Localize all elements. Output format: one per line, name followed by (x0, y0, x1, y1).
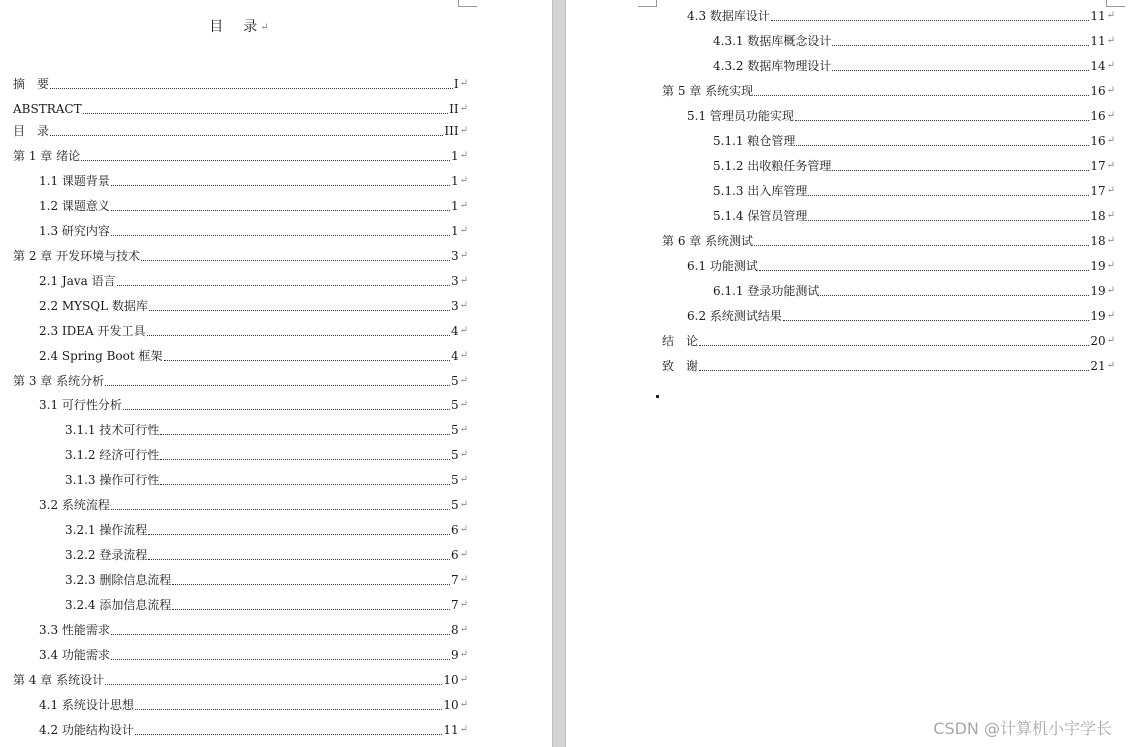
toc-entry-text: 3.2.3 删除信息流程 (65, 573, 172, 587)
toc-entry[interactable] (13, 373, 468, 389)
toc-entry[interactable] (687, 108, 1115, 124)
toc-entry-text: 3.2 系统流程 (39, 498, 110, 512)
paragraph-mark-icon: ↵ (459, 649, 468, 660)
toc-entry-page: 20 (1090, 334, 1106, 348)
toc-entry-text: 4.3 数据库设计 (687, 9, 770, 23)
toc-entry-page: 17 (1090, 159, 1106, 173)
dot-leader (795, 120, 1089, 121)
toc-entry-text: 5.1.1 粮仓管理 (713, 134, 796, 148)
paragraph-mark-icon: ↵ (459, 399, 468, 410)
paragraph-mark-icon: ↵ (459, 250, 468, 261)
toc-entry-page: 1 (450, 224, 459, 238)
toc-entry[interactable] (39, 223, 468, 239)
toc-entry[interactable] (13, 101, 468, 117)
toc-entry[interactable] (39, 622, 468, 638)
toc-entry[interactable] (39, 323, 468, 339)
toc-entry[interactable] (713, 58, 1115, 74)
dot-leader (754, 245, 1089, 246)
paragraph-mark-icon: ↵ (1106, 260, 1115, 271)
toc-entry[interactable] (687, 308, 1115, 324)
dot-leader (699, 370, 1089, 371)
toc-entry-page: 5 (450, 498, 459, 512)
dot-leader (771, 20, 1089, 21)
dot-leader (699, 345, 1089, 346)
dot-leader (81, 160, 450, 161)
paragraph-mark-icon: ↵ (1106, 10, 1115, 21)
dot-leader (160, 484, 450, 485)
toc-entry[interactable] (713, 183, 1115, 199)
toc-entry-page: 10 (443, 698, 459, 712)
dot-leader (149, 310, 450, 311)
toc-entry[interactable] (65, 547, 468, 563)
toc-entry[interactable] (39, 173, 468, 189)
page-edge (552, 0, 553, 747)
toc-entry-page: 4 (450, 324, 459, 338)
toc-entry-text: 5.1.3 出入库管理 (713, 184, 808, 198)
toc-entry[interactable] (39, 298, 468, 314)
toc-entry-text: 第 2 章 开发环境与技术 (13, 249, 141, 263)
toc-entry-page: 11 (443, 723, 459, 737)
toc-entry-text: 3.2.2 登录流程 (65, 548, 148, 562)
dot-leader (160, 459, 450, 460)
toc-entry[interactable] (662, 358, 1115, 374)
toc-entry-text: 第 3 章 系统分析 (13, 374, 105, 388)
dot-leader (148, 559, 450, 560)
dot-leader (832, 70, 1089, 71)
toc-entry-page: 8 (450, 623, 459, 637)
toc-entry-page: 11 (1090, 34, 1106, 48)
toc-entry-text: 2.4 Spring Boot 框架 (39, 349, 163, 363)
toc-entry-text: 6.1 功能测试 (687, 259, 758, 273)
paragraph-mark-icon: ↵ (459, 78, 468, 89)
toc-entry-text: 3.2.1 操作流程 (65, 523, 148, 537)
paragraph-mark-icon: ↵ (1106, 135, 1115, 146)
document-page-right (566, 0, 1128, 747)
toc-entry-text: 6.2 系统测试结果 (687, 309, 782, 323)
toc-entry-text: 摘 要 (13, 77, 50, 91)
toc-entry-text: 第 4 章 系统设计 (13, 673, 105, 687)
dot-leader (820, 295, 1089, 296)
dot-leader (105, 385, 450, 386)
toc-entry-page: 6 (450, 548, 459, 562)
dot-leader (172, 584, 450, 585)
paragraph-mark-icon: ↵ (459, 103, 468, 114)
paragraph-mark-icon: ↵ (459, 325, 468, 336)
toc-entry-text: 致 谢 (662, 359, 699, 373)
toc-entry-page: III (444, 124, 459, 138)
paragraph-mark-icon: ↵ (1106, 360, 1115, 371)
paragraph-mark-icon: ↵ (1106, 210, 1115, 221)
toc-entry-text: 3.1.2 经济可行性 (65, 448, 160, 462)
toc-entry-text: 第 1 章 绪论 (13, 149, 81, 163)
paragraph-mark-icon: ↵ (459, 449, 468, 460)
dot-leader (759, 270, 1089, 271)
dot-leader (50, 135, 443, 136)
toc-title (0, 16, 480, 36)
toc-entry[interactable] (39, 273, 468, 289)
paragraph-mark-icon: ↵ (459, 599, 468, 610)
watermark: CSDN @计算机小宇学长 (933, 719, 1112, 738)
toc-entry-page: 16 (1090, 84, 1106, 98)
dot-leader (160, 434, 450, 435)
toc-entry-text: 第 5 章 系统实现 (662, 84, 754, 98)
toc-entry[interactable] (687, 258, 1115, 274)
toc-entry-page: 11 (1090, 9, 1106, 23)
toc-entry-page: 21 (1090, 359, 1106, 373)
toc-entry-text: 结 论 (662, 334, 699, 348)
dot-leader (783, 320, 1089, 321)
toc-entry-page: 1 (450, 199, 459, 213)
toc-entry-text: 4.2 功能结构设计 (39, 723, 134, 737)
toc-entry-text: 5.1.4 保管员管理 (713, 209, 808, 223)
toc-entry-text: 3.1.1 技术可行性 (65, 423, 160, 437)
toc-entry[interactable] (713, 133, 1115, 149)
toc-entry-page: 5 (450, 473, 459, 487)
toc-entry-text: 1.2 课题意义 (39, 199, 110, 213)
paragraph-mark-icon: ↵ (260, 22, 271, 33)
toc-entry[interactable] (65, 522, 468, 538)
toc-entry[interactable] (39, 198, 468, 214)
toc-entry[interactable] (713, 158, 1115, 174)
toc-entry-text: 3.3 性能需求 (39, 623, 110, 637)
paragraph-mark-icon: ↵ (1106, 185, 1115, 196)
paragraph-mark-icon: ↵ (459, 474, 468, 485)
toc-entry-page: 5 (450, 448, 459, 462)
dot-leader (111, 634, 450, 635)
toc-entry[interactable] (65, 572, 468, 588)
toc-entry-page: 9 (450, 648, 459, 662)
toc-entry-page: 18 (1090, 234, 1106, 248)
toc-entry-text: 4.3.1 数据库概念设计 (713, 34, 832, 48)
page-gutter (552, 0, 566, 747)
toc-entry[interactable] (662, 233, 1115, 249)
toc-entry[interactable] (13, 672, 468, 688)
dot-leader (135, 734, 442, 735)
document-page-left (0, 0, 552, 747)
dot-leader (135, 709, 442, 710)
toc-entry-text: 3.1 可行性分析 (39, 398, 122, 412)
toc-entry-text: 第 6 章 系统测试 (662, 234, 754, 248)
list-bullet (656, 395, 659, 398)
paragraph-mark-icon: ↵ (459, 499, 468, 510)
dot-leader (148, 534, 450, 535)
toc-entry[interactable] (687, 8, 1115, 24)
dot-leader (754, 95, 1089, 96)
paragraph-mark-icon: ↵ (459, 524, 468, 535)
paragraph-mark-icon: ↵ (459, 125, 468, 136)
dot-leader (832, 45, 1089, 46)
paragraph-mark-icon: ↵ (459, 574, 468, 585)
toc-entry[interactable] (39, 497, 468, 513)
dot-leader (164, 360, 450, 361)
toc-entry[interactable] (13, 123, 468, 139)
toc-entry[interactable] (65, 422, 468, 438)
paragraph-mark-icon: ↵ (459, 424, 468, 435)
toc-title-part2: 录 (243, 19, 260, 35)
paragraph-mark-icon: ↵ (459, 350, 468, 361)
paragraph-mark-icon: ↵ (1106, 35, 1115, 46)
paragraph-mark-icon: ↵ (459, 699, 468, 710)
toc-entry-text: 目 录 (13, 124, 50, 138)
toc-entry-page: 19 (1090, 284, 1106, 298)
toc-entry-page: 19 (1090, 259, 1106, 273)
dot-leader (111, 210, 450, 211)
toc-title-part1: 目 (209, 19, 226, 35)
paragraph-mark-icon: ↵ (459, 549, 468, 560)
toc-entry-text: 3.4 功能需求 (39, 648, 110, 662)
paragraph-mark-icon: ↵ (459, 300, 468, 311)
dot-leader (808, 195, 1089, 196)
toc-entry-text: 1.3 研究内容 (39, 224, 110, 238)
toc-entry[interactable] (39, 647, 468, 663)
toc-entry-page: 5 (450, 423, 459, 437)
paragraph-mark-icon: ↵ (459, 225, 468, 236)
paragraph-mark-icon: ↵ (1106, 110, 1115, 121)
paragraph-mark-icon: ↵ (1106, 85, 1115, 96)
paragraph-mark-icon: ↵ (459, 275, 468, 286)
toc-entry-page: 7 (450, 573, 459, 587)
toc-entry-page: 17 (1090, 184, 1106, 198)
dot-leader (105, 684, 442, 685)
toc-entry-text: 3.2.4 添加信息流程 (65, 598, 172, 612)
toc-entry[interactable] (13, 248, 468, 264)
paragraph-mark-icon: ↵ (1106, 60, 1115, 71)
toc-entry[interactable] (662, 333, 1115, 349)
toc-entry-text: 2.2 MYSQL 数据库 (39, 299, 148, 313)
toc-entry-page: 6 (450, 523, 459, 537)
toc-entry-page: 3 (450, 249, 459, 263)
toc-entry-text: 3.1.3 操作可行性 (65, 473, 160, 487)
crop-mark-top-left (638, 0, 657, 7)
paragraph-mark-icon: ↵ (459, 150, 468, 161)
dot-leader (111, 185, 450, 186)
toc-entry[interactable] (39, 348, 468, 364)
paragraph-mark-icon: ↵ (1106, 160, 1115, 171)
toc-entry[interactable] (65, 597, 468, 613)
toc-entry-text: 2.3 IDEA 开发工具 (39, 324, 146, 338)
toc-entry[interactable] (13, 76, 468, 92)
dot-leader (796, 145, 1089, 146)
toc-entry[interactable] (65, 472, 468, 488)
toc-entry-page: II (449, 102, 459, 116)
paragraph-mark-icon: ↵ (459, 724, 468, 735)
dot-leader (50, 88, 453, 89)
paragraph-mark-icon: ↵ (459, 375, 468, 386)
toc-entry-text: 2.1 Java 语言 (39, 274, 116, 288)
paragraph-mark-icon: ↵ (1106, 310, 1115, 321)
toc-entry[interactable] (39, 397, 468, 413)
toc-entry[interactable] (662, 83, 1115, 99)
toc-entry-page: 4 (450, 349, 459, 363)
toc-entry-page: 19 (1090, 309, 1106, 323)
dot-leader (172, 609, 450, 610)
dot-leader (147, 335, 450, 336)
paragraph-mark-icon: ↵ (1106, 335, 1115, 346)
toc-entry-page: 14 (1090, 59, 1106, 73)
toc-entry-text: 5.1.2 出收粮任务管理 (713, 159, 832, 173)
toc-entry-text: 1.1 课题背景 (39, 174, 110, 188)
toc-entry-page: 5 (450, 374, 459, 388)
paragraph-mark-icon: ↵ (459, 674, 468, 685)
toc-entry-text: 4.1 系统设计思想 (39, 698, 134, 712)
paragraph-mark-icon: ↵ (1106, 285, 1115, 296)
toc-entry[interactable] (39, 697, 468, 713)
toc-entry[interactable] (13, 148, 468, 164)
toc-entry-page: 5 (450, 398, 459, 412)
crop-mark-top-right (458, 0, 477, 7)
toc-entry-page: I (453, 77, 459, 91)
toc-entry[interactable] (65, 447, 468, 463)
paragraph-mark-icon: ↵ (459, 200, 468, 211)
paragraph-mark-icon: ↵ (459, 624, 468, 635)
dot-leader (832, 170, 1089, 171)
paragraph-mark-icon: ↵ (459, 175, 468, 186)
crop-mark-top-right (1106, 0, 1125, 7)
toc-entry-text: 4.3.2 数据库物理设计 (713, 59, 832, 73)
dot-leader (111, 235, 450, 236)
toc-entry[interactable] (39, 722, 468, 738)
toc-entry-page: 16 (1090, 134, 1106, 148)
toc-entry-page: 3 (450, 274, 459, 288)
dot-leader (111, 659, 450, 660)
dot-leader (83, 113, 449, 114)
toc-entry-page: 18 (1090, 209, 1106, 223)
dot-leader (111, 509, 450, 510)
dot-leader (117, 285, 450, 286)
dot-leader (123, 409, 450, 410)
toc-entry-page: 1 (450, 174, 459, 188)
toc-entry-page: 16 (1090, 109, 1106, 123)
toc-entry-page: 3 (450, 299, 459, 313)
toc-entry-text: ABSTRACT (13, 102, 82, 116)
paragraph-mark-icon: ↵ (1106, 235, 1115, 246)
toc-entry-text: 6.1.1 登录功能测试 (713, 284, 820, 298)
toc-entry-page: 10 (443, 673, 459, 687)
toc-entry-page: 1 (450, 149, 459, 163)
toc-entry[interactable] (713, 283, 1115, 299)
toc-entry[interactable] (713, 33, 1115, 49)
toc-entry-page: 7 (450, 598, 459, 612)
toc-entry-text: 5.1 管理员功能实现 (687, 109, 794, 123)
toc-entry[interactable] (713, 208, 1115, 224)
dot-leader (808, 220, 1089, 221)
dot-leader (141, 260, 450, 261)
